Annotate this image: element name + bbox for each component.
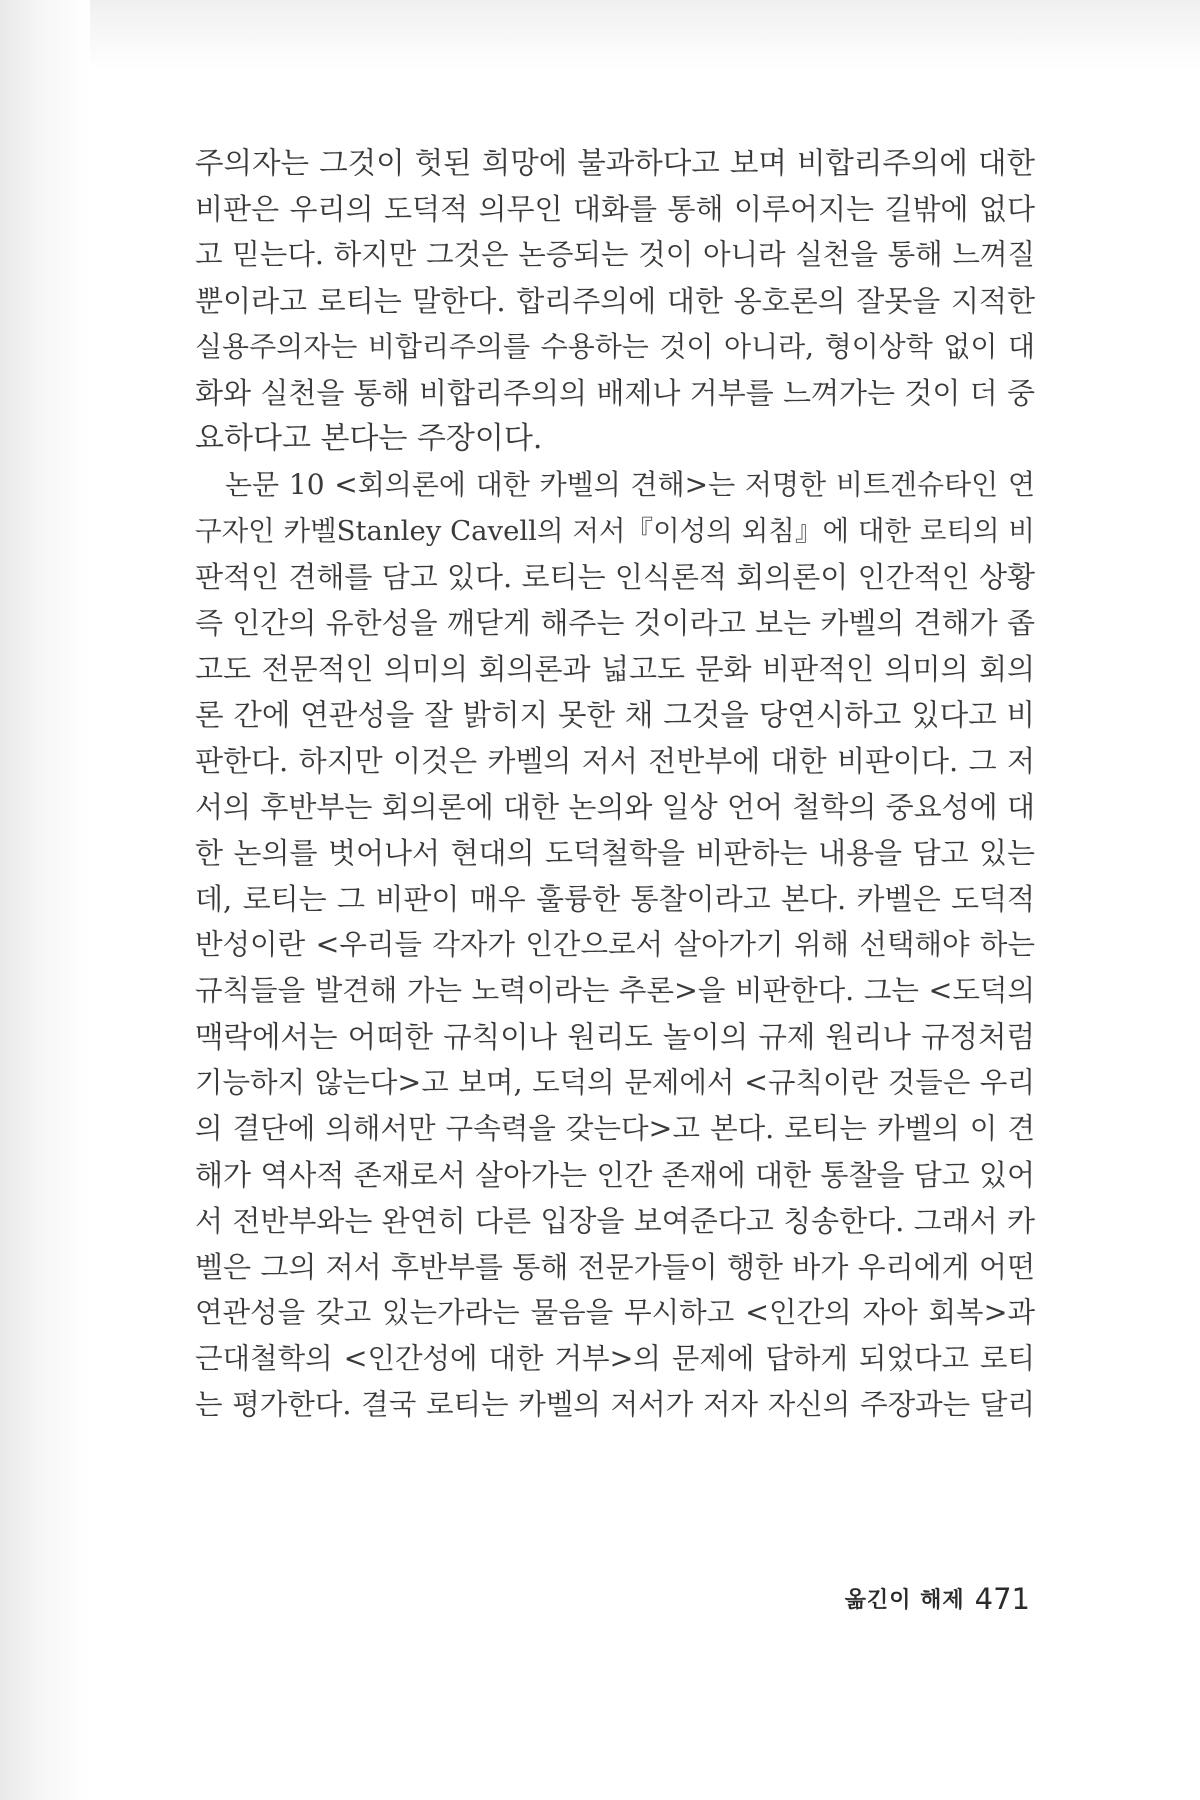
paragraph — [195, 140, 1035, 462]
text-line: 고도 전문적인 의미의 회의론과 넓고도 문화 비판적인 의미의 회의 — [195, 652, 1035, 686]
text-line: 구자인 카벨Stanley Cavell의 저서『이성의 외침』에 대한 로티의 비 — [195, 515, 1035, 547]
page-edge-shadow-left — [0, 0, 90, 1800]
page-footer — [845, 1582, 1030, 1616]
text-line: 연관성을 갖고 있는가라는 물음을 무시하고 <인간의 자아 회복>과 — [195, 1296, 1035, 1329]
text-line: 뿐이라고 로티는 말한다. 합리주의에 대한 옹호론의 잘못을 지적한 — [195, 284, 1035, 318]
text-line: 론 간에 연관성을 잘 밝히지 못한 채 그것을 당연시하고 있다고 비 — [195, 698, 1035, 732]
text-line: 맥락에서는 어떠한 규칙이나 원리도 놀이의 규제 원리나 규정처럼 — [195, 1020, 1035, 1054]
text-line: 논문 10 <회의론에 대한 카벨의 견해>는 저명한 비트겐슈타인 연 — [225, 468, 1035, 501]
text-line: 즉 인간의 유한성을 깨닫게 해주는 것이라고 보는 카벨의 견해가 좁 — [195, 606, 1035, 640]
body-text — [195, 140, 1035, 1428]
page-edge-shadow-top — [0, 0, 1200, 70]
text-line: 근대철학의 <인간성에 대한 거부>의 문제에 답하게 되었다고 로티 — [195, 1342, 1035, 1375]
text-line: 벨은 그의 저서 후반부를 통해 전문가들이 행한 바가 우리에게 어떤 — [195, 1250, 1035, 1284]
running-footer-section: 옮긴이 해제 — [844, 1588, 965, 1613]
paragraph — [195, 462, 1035, 1428]
text-line: 서의 후반부는 회의론에 대한 논의와 일상 언어 철학의 중요성에 대 — [195, 790, 1035, 824]
text-line: 기능하지 않는다>고 보며, 도덕의 문제에서 <규칙이란 것들은 우리 — [195, 1066, 1035, 1099]
text-line: 판적인 견해를 담고 있다. 로티는 인식론적 회의론이 인간적인 상황 — [195, 560, 1035, 594]
text-line: 판한다. 하지만 이것은 카벨의 저서 전반부에 대한 비판이다. 그 저 — [195, 744, 1035, 778]
text-line: 해가 역사적 존재로서 살아가는 인간 존재에 대한 통찰을 담고 있어 — [195, 1158, 1035, 1192]
text-line: 화와 실천을 통해 비합리주의의 배제나 거부를 느껴가는 것이 더 중 — [195, 376, 1035, 410]
text-line: 한 논의를 벗어나서 현대의 도덕철학을 비판하는 내용을 담고 있는 — [195, 836, 1035, 870]
text-line: 반성이란 <우리들 각자가 인간으로서 살아가기 위해 선택해야 하는 — [195, 928, 1035, 961]
text-line: 데, 로티는 그 비판이 매우 훌륭한 통찰이라고 본다. 카벨은 도덕적 — [195, 882, 1035, 916]
text-line: 요하다고 본다는 주장이다. — [195, 421, 543, 456]
text-line: 규칙들을 발견해 가는 노력이라는 추론>을 비판한다. 그는 <도덕의 — [195, 974, 1035, 1007]
page-number: 471 — [974, 1582, 1030, 1616]
text-line: 비판은 우리의 도덕적 의무인 대화를 통해 이루어지는 길밖에 없다 — [195, 192, 1035, 226]
text-line: 는 평가한다. 결국 로티는 카벨의 저서가 저자 자신의 주장과는 달리 — [195, 1388, 1035, 1421]
text-line: 고 믿는다. 하지만 그것은 논증되는 것이 아니라 실천을 통해 느껴질 — [195, 238, 1035, 271]
text-line: 의 결단에 의해서만 구속력을 갖는다>고 본다. 로티는 카벨의 이 견 — [195, 1112, 1035, 1145]
text-line: 실용주의자는 비합리주의를 수용하는 것이 아니라, 형이상학 없이 대 — [195, 330, 1035, 363]
text-line: 서 전반부와는 완연히 다른 입장을 보여준다고 칭송한다. 그래서 카 — [195, 1204, 1035, 1238]
text-line: 주의자는 그것이 헛된 희망에 불과하다고 보며 비합리주의에 대한 — [195, 146, 1035, 180]
